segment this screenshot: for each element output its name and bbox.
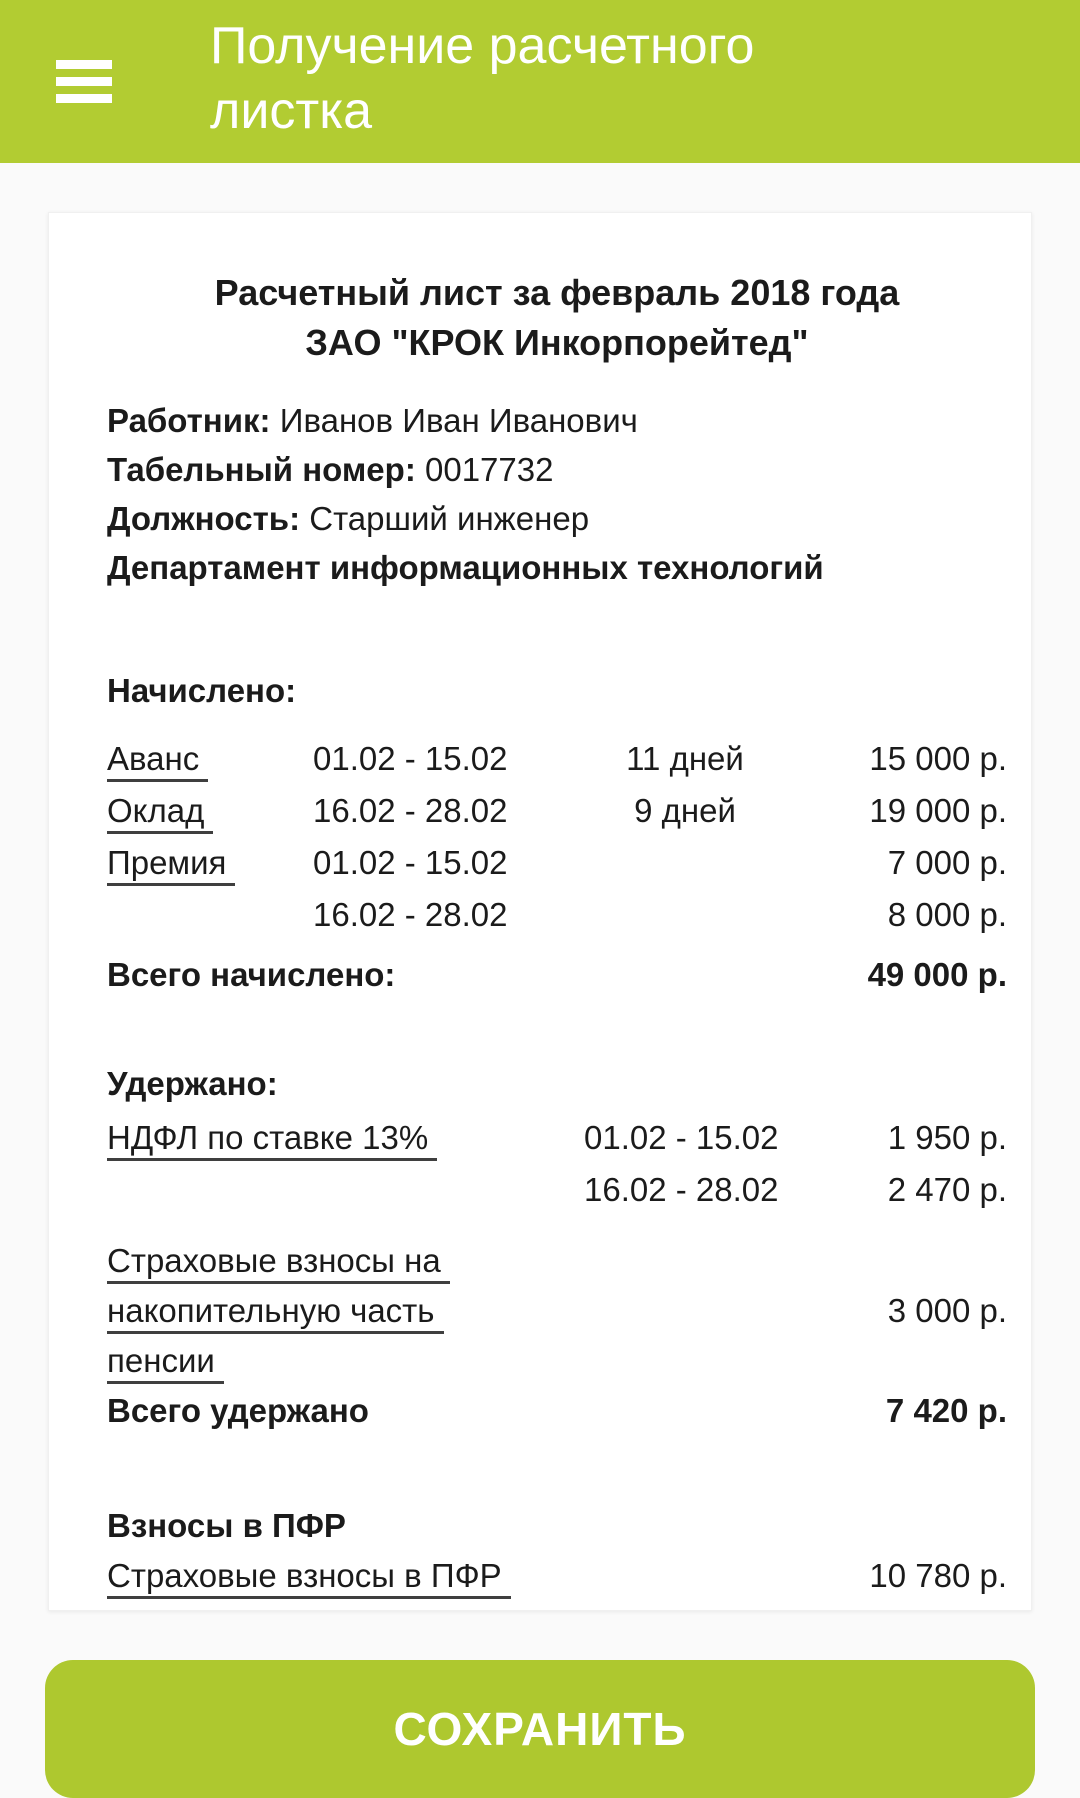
accrued-table xyxy=(107,733,1007,941)
table-row xyxy=(107,1112,1007,1164)
withheld-name: НДФЛ по ставке 13% xyxy=(107,1118,437,1161)
table-row xyxy=(107,889,1007,941)
pension-contrib-line: накопительную часть xyxy=(107,1291,444,1334)
accrued-heading: Начислено: xyxy=(107,672,297,709)
employee-value: Иванов Иван Иванович xyxy=(279,402,638,439)
app-bar xyxy=(0,0,1080,163)
accrual-days xyxy=(563,837,807,889)
accrued-total-amount: 49 000 р. xyxy=(867,956,1007,993)
table-row xyxy=(107,1164,1007,1216)
menu-button[interactable] xyxy=(44,46,124,116)
content-scroll-area[interactable] xyxy=(0,212,1080,1798)
accrual-name: Премия xyxy=(107,843,235,886)
accrual-period: 16.02 - 28.02 xyxy=(313,896,508,933)
withheld-table xyxy=(107,1112,1007,1216)
accrual-period: 01.02 - 15.02 xyxy=(313,740,508,777)
pension-contrib-amount: 3 000 р. xyxy=(887,1292,1007,1329)
employee-row xyxy=(107,543,1007,592)
accrual-days: 9 дней xyxy=(634,792,736,829)
accrual-period: 16.02 - 28.02 xyxy=(313,792,508,829)
withheld-period: 01.02 - 15.02 xyxy=(584,1119,779,1156)
accrual-period: 01.02 - 15.02 xyxy=(313,844,508,881)
payslip-title: Расчетный лист за февраль 2018 года xyxy=(214,272,900,313)
withheld-period: 16.02 - 28.02 xyxy=(584,1171,779,1208)
accrual-name: Аванс xyxy=(107,739,208,782)
pfr-heading: Взносы в ПФР xyxy=(107,1507,346,1544)
withheld-amount: 1 950 р. xyxy=(887,1119,1007,1156)
employee-label: Работник: xyxy=(107,402,271,439)
employee-row xyxy=(107,396,1007,445)
pension-contrib-line: Страховые взносы на xyxy=(107,1241,450,1284)
employee-info xyxy=(107,396,1007,592)
app-bar-title: Получение расчетного листка xyxy=(210,17,755,140)
accrual-amount: 15 000 р. xyxy=(869,740,1007,777)
pfr-name: Страховые взносы в ПФР xyxy=(107,1556,511,1599)
pension-contrib-line: пенсии xyxy=(107,1341,224,1384)
pfr-row xyxy=(107,1550,1007,1602)
hamburger-icon xyxy=(56,60,112,103)
table-row xyxy=(107,785,1007,837)
payslip-company: ЗАО "КРОК Инкорпорейтед" xyxy=(305,322,809,363)
pension-contrib-row xyxy=(107,1236,1007,1386)
accrual-amount: 8 000 р. xyxy=(887,896,1007,933)
payslip-card xyxy=(48,212,1032,1611)
employee-label: Табельный номер: xyxy=(107,451,416,488)
employee-value: Старший инженер xyxy=(309,500,590,537)
employee-row xyxy=(107,494,1007,543)
withheld-total-row xyxy=(107,1386,1007,1435)
accrual-amount: 7 000 р. xyxy=(887,844,1007,881)
withheld-amount: 2 470 р. xyxy=(887,1171,1007,1208)
withheld-total-label: Всего удержано xyxy=(107,1392,369,1429)
employee-value: 0017732 xyxy=(424,451,554,488)
withheld-heading: Удержано: xyxy=(107,1065,278,1102)
employee-label: Должность: xyxy=(107,500,301,537)
table-row xyxy=(107,837,1007,889)
accrual-days: 11 дней xyxy=(626,740,744,777)
accrued-total-label: Всего начислено: xyxy=(107,956,396,993)
accrual-name: Оклад xyxy=(107,791,213,834)
withheld-total-amount: 7 420 р. xyxy=(885,1392,1007,1429)
employee-label: Департамент информационных технологий xyxy=(107,549,824,586)
table-row xyxy=(107,733,1007,785)
accrual-amount: 19 000 р. xyxy=(869,792,1007,829)
pfr-amount: 10 780 р. xyxy=(869,1557,1007,1594)
save-button[interactable]: СОХРАНИТЬ xyxy=(45,1660,1035,1798)
accrual-days xyxy=(563,889,807,941)
employee-row xyxy=(107,445,1007,494)
accrued-total-row xyxy=(107,949,1007,1001)
